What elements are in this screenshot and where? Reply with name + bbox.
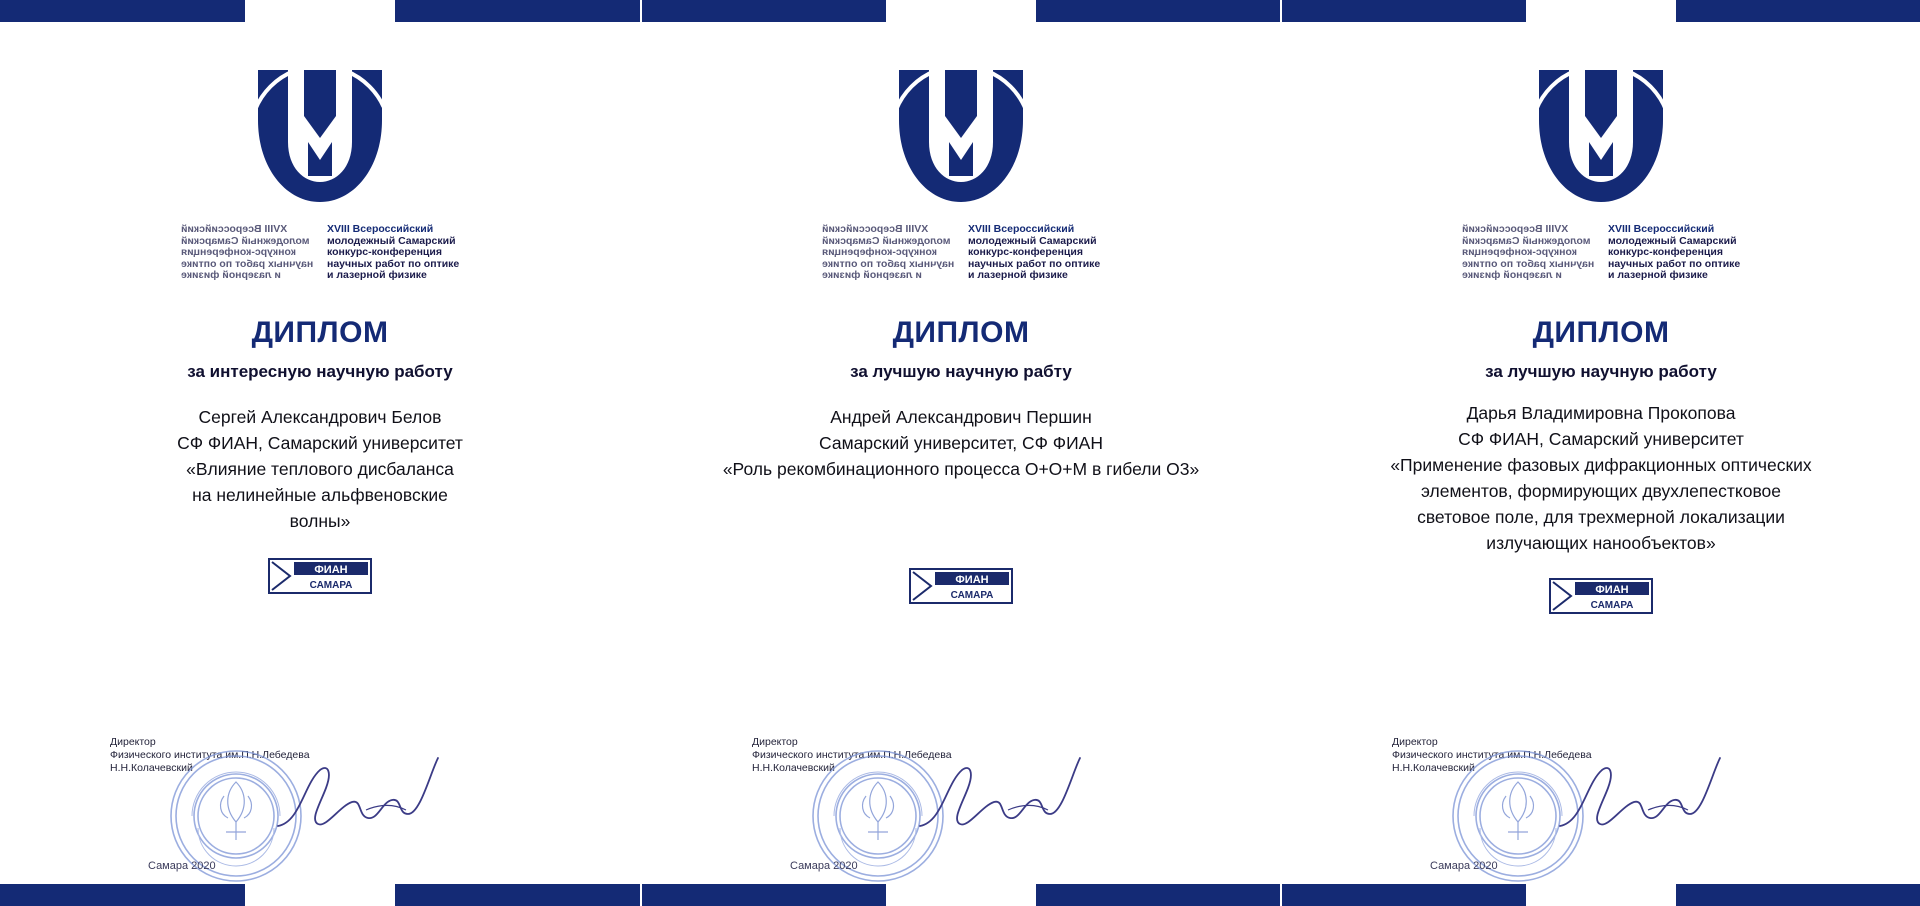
conference-header-1 xyxy=(0,224,640,282)
diploma-card-3 xyxy=(1280,0,1920,906)
recipient-line: Андрей Александрович Першин xyxy=(830,406,1092,427)
hdr-m-line-5: и лазерной физике xyxy=(821,269,922,282)
diploma-body-3 xyxy=(1282,22,1920,884)
hdr-m-line-2: молодежный Самарский xyxy=(821,234,951,247)
conference-header-2 xyxy=(642,224,1280,282)
recipient-line: излучающих нанообъектов» xyxy=(1486,532,1716,553)
bottom-band-notch-3 xyxy=(1526,884,1676,906)
bottom-band-3 xyxy=(1282,884,1920,906)
diploma-title-1: ДИПЛОМ xyxy=(251,315,389,349)
hdr-m-line-3: конкурс-конференция xyxy=(180,246,296,259)
fian-stamp-icon-1 xyxy=(268,558,372,594)
hdr-m-line-5: и лазерной физике xyxy=(180,269,281,282)
hdr-line-4: научных работ по оптике xyxy=(968,257,1101,270)
diploma-card-1 xyxy=(0,0,640,906)
conference-header-mirror-3 xyxy=(1462,224,1594,282)
signature-institute: Физического института им.П.Н.Лебедева xyxy=(1392,749,1592,761)
hdr-line-3: конкурс-конференция xyxy=(1608,246,1723,259)
diploma-title-3: ДИПЛОМ xyxy=(1532,315,1670,349)
handwritten-signature-1 xyxy=(270,744,450,854)
conference-header-3 xyxy=(1282,224,1920,282)
hdr-m-line-3: конкурс-конференция xyxy=(821,246,937,259)
hdr-m-line-1: XVIII Всероссийский xyxy=(180,223,287,235)
recipient-line: Самарский университет, СФ ФИАН xyxy=(819,432,1103,453)
bottom-band-notch-2 xyxy=(886,884,1036,906)
conference-header-text-2 xyxy=(968,224,1100,282)
diploma-subtitle-2: за лучшую научную рабту xyxy=(850,361,1072,381)
recipient-line: Дарья Владимировна Прокопова xyxy=(1466,402,1736,423)
diploma-subtitle-3: за лучшую научную работу xyxy=(1485,361,1717,381)
recipient-line: на нелинейные альфвеновские xyxy=(192,484,448,505)
recipient-line: элементов, формирующих двухлепестковое xyxy=(1420,480,1782,501)
svg-text:ФИАН: ФИАН xyxy=(314,563,348,576)
city-year-3: Самара 2020 xyxy=(1430,860,1498,872)
hdr-m-line-1: XVIII Всероссийский xyxy=(821,223,928,235)
hdr-m-line-1: XVIII Всероссийский xyxy=(1461,223,1568,235)
hdr-m-line-5: и лазерной физике xyxy=(1461,269,1562,282)
svg-text:ФИАН: ФИАН xyxy=(1595,583,1629,596)
hdr-m-line-3: конкурс-конференция xyxy=(1461,246,1577,259)
diploma-subtitle-1: за интересную научную работу xyxy=(187,361,453,381)
city-year-1: Самара 2020 xyxy=(148,860,216,872)
hdr-line-2: молодежный Самарский xyxy=(1608,234,1737,247)
conference-header-mirror-1 xyxy=(181,224,313,282)
hdr-m-line-4: научных работ по оптике xyxy=(180,257,313,270)
hdr-line-2: молодежный Самарский xyxy=(968,234,1097,247)
hdr-line-2: молодежный Самарский xyxy=(327,234,456,247)
recipient-line: волны» xyxy=(289,510,351,531)
hdr-m-line-2: молодежный Самарский xyxy=(180,234,310,247)
top-band-3 xyxy=(1282,0,1920,22)
hdr-line-4: научных работ по оптике xyxy=(1608,257,1741,270)
hdr-line-1: XVIII Всероссийский xyxy=(968,223,1075,235)
hdr-line-4: научных работ по оптике xyxy=(327,257,460,270)
signature-block-3 xyxy=(1282,736,1920,876)
svg-text:САМАРА: САМАРА xyxy=(309,579,353,591)
bottom-band-notch-1 xyxy=(245,884,395,906)
fian-stamp-icon-3 xyxy=(1549,578,1653,614)
recipient-line: Сергей Александрович Белов xyxy=(198,406,442,427)
top-band-1 xyxy=(0,0,640,22)
signature-position: Директор xyxy=(110,736,156,748)
recipient-block-3 xyxy=(1382,400,1819,556)
university-logo-icon-3 xyxy=(1529,64,1673,208)
conference-header-text-1 xyxy=(327,224,459,282)
conference-header-mirror-2 xyxy=(822,224,954,282)
hdr-m-line-2: молодежный Самарский xyxy=(1461,234,1591,247)
diploma-title-2: ДИПЛОМ xyxy=(892,315,1030,349)
city-year-2: Самара 2020 xyxy=(790,860,858,872)
signature-institute: Физического института им.П.Н.Лебедева xyxy=(110,749,310,761)
hdr-line-5: и лазерной физике xyxy=(327,269,427,282)
recipient-line: «Применение фазовых дифракционных оптических xyxy=(1390,454,1812,475)
top-band-notch-2 xyxy=(886,0,1036,22)
diploma-card-2 xyxy=(640,0,1280,906)
svg-text:САМАРА: САМАРА xyxy=(950,589,994,601)
handwritten-signature-2 xyxy=(912,744,1092,854)
diploma-body-2 xyxy=(642,22,1280,884)
fian-stamp-icon-2 xyxy=(909,568,1013,604)
handwritten-signature-3 xyxy=(1552,744,1732,854)
hdr-line-5: и лазерной физике xyxy=(968,269,1068,282)
top-band-notch-3 xyxy=(1526,0,1676,22)
recipient-line: СФ ФИАН, Самарский университет xyxy=(1458,428,1744,449)
university-logo-icon-2 xyxy=(889,64,1033,208)
diploma-body-1 xyxy=(0,22,640,884)
recipient-block-1 xyxy=(155,404,485,534)
signature-name: Н.Н.Колачевский xyxy=(110,762,193,774)
svg-text:САМАРА: САМАРА xyxy=(1590,599,1634,611)
hdr-line-3: конкурс-конференция xyxy=(968,246,1083,259)
top-band-2 xyxy=(642,0,1280,22)
recipient-line: «Влияние теплового дисбаланса xyxy=(186,458,454,479)
recipient-line: СФ ФИАН, Самарский университет xyxy=(177,432,463,453)
signature-name: Н.Н.Колачевский xyxy=(1392,762,1475,774)
bottom-band-2 xyxy=(642,884,1280,906)
hdr-m-line-4: научных работ по оптике xyxy=(1461,257,1594,270)
top-band-notch-1 xyxy=(245,0,395,22)
hdr-m-line-4: научных работ по оптике xyxy=(821,257,954,270)
hdr-line-1: XVIII Всероссийский xyxy=(1608,223,1715,235)
signature-block-1 xyxy=(0,736,640,876)
svg-text:ФИАН: ФИАН xyxy=(955,573,989,586)
signature-position: Директор xyxy=(752,736,798,748)
university-logo-icon-1 xyxy=(248,64,392,208)
conference-header-text-3 xyxy=(1608,224,1740,282)
bottom-band-1 xyxy=(0,884,640,906)
recipient-line: световое поле, для трехмерной локализации xyxy=(1417,506,1785,527)
signature-position: Директор xyxy=(1392,736,1438,748)
hdr-line-3: конкурс-конференция xyxy=(327,246,442,259)
hdr-line-1: XVIII Всероссийский xyxy=(327,223,434,235)
signature-institute: Физического института им.П.Н.Лебедева xyxy=(752,749,952,761)
recipient-line: «Роль рекомбинационного процесса O+O+M в гибели O3» xyxy=(722,458,1200,479)
signature-name: Н.Н.Колачевский xyxy=(752,762,835,774)
signature-block-2 xyxy=(642,736,1280,876)
hdr-line-5: и лазерной физике xyxy=(1608,269,1708,282)
recipient-block-2 xyxy=(701,404,1221,482)
